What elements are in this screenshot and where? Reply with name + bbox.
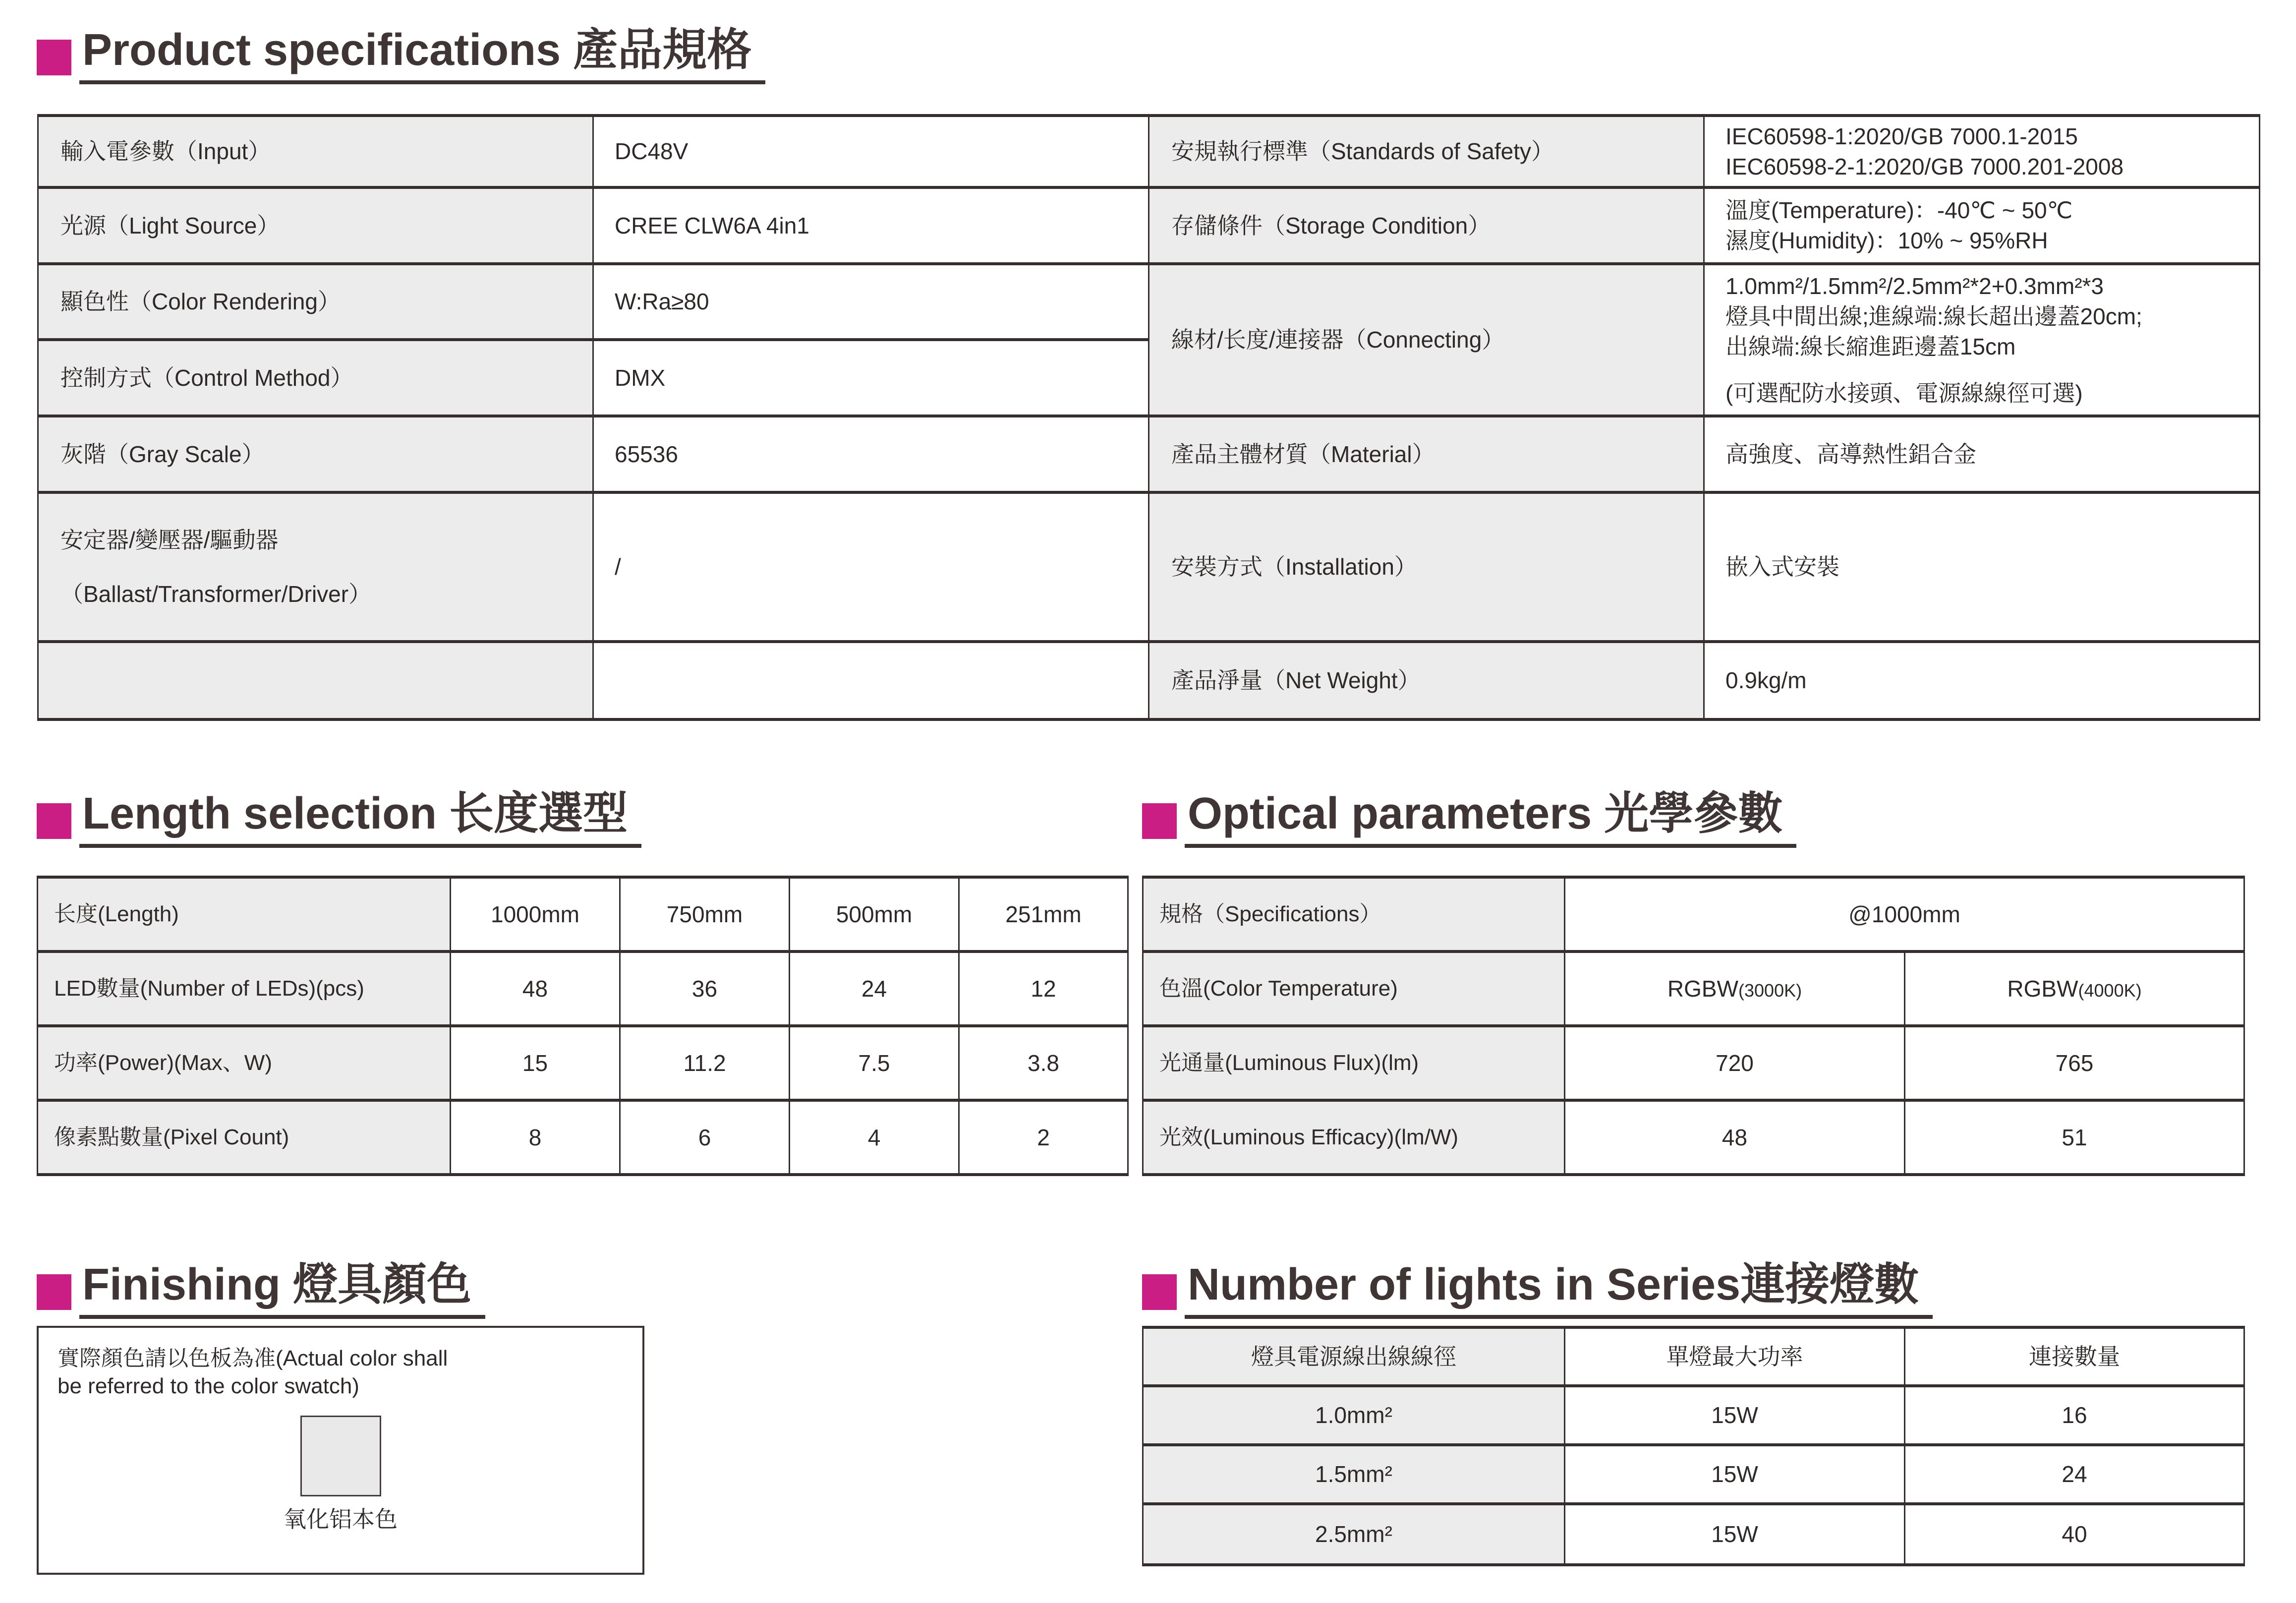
series-wire-size: 2.5mm²: [1143, 1504, 1565, 1565]
spec-label-color-rendering: 顯色性（Color Rendering）: [38, 264, 593, 340]
section-heading-finishing: [37, 1262, 485, 1319]
spec-value-control-method: DMX: [593, 340, 1149, 416]
value-line: 溫度(Temperature)：-40℃ ~ 50℃: [1725, 197, 2073, 224]
spec-label-material: 產品主體材質（Material）: [1149, 416, 1704, 492]
value-line: 出線端:線长縮進距邊蓋15cm: [1725, 333, 2016, 359]
color-swatch: [300, 1416, 381, 1496]
length-value: 1000mm: [451, 877, 620, 951]
spec-label-safety-standards: 安規執行標準（Standards of Safety）: [1149, 116, 1704, 187]
label-line: （Ballast/Transformer/Driver）: [60, 581, 372, 607]
pixel-count-value: 6: [620, 1100, 790, 1175]
color-temperature-row-label: 色溫(Color Temperature): [1143, 951, 1565, 1026]
led-count-value: 24: [790, 951, 959, 1026]
accent-square-icon: [1142, 1274, 1177, 1310]
series-max-power: 15W: [1565, 1445, 1905, 1504]
section-title-optical-parameters: Optical parameters 光學參數: [1185, 791, 1796, 848]
spec-value-input: DC48V: [593, 116, 1149, 187]
luminous-flux-value: 765: [1905, 1026, 2244, 1100]
table-row: [38, 187, 2260, 264]
luminous-efficacy-row-label: 光效(Luminous Efficacy)(lm/W): [1143, 1100, 1565, 1175]
value-note: (可選配防水接頭、電源線線徑可選): [1725, 380, 2083, 407]
spec-label-light-source: 光源（Light Source）: [38, 187, 593, 264]
luminous-efficacy-value: 48: [1565, 1100, 1905, 1175]
series-quantity: 16: [1905, 1386, 2244, 1445]
value-line: 濕度(Humidity)：10% ~ 95%RH: [1725, 228, 2048, 253]
spec-label-connecting: 線材/长度/連接器（Connecting）: [1149, 264, 1704, 416]
label-line: 安定器/變壓器/驅動器: [60, 527, 279, 553]
power-row-label: 功率(Power)(Max、W): [38, 1026, 451, 1100]
spec-value-net-weight: 0.9kg/m: [1704, 642, 2260, 719]
table-row: [1143, 1026, 2244, 1100]
power-value: 7.5: [790, 1026, 959, 1100]
led-count-row-label: LED數量(Number of LEDs)(pcs): [38, 951, 451, 1026]
section-heading-product-specs: [37, 25, 765, 84]
power-value: 11.2: [620, 1026, 790, 1100]
section-title-finishing: Finishing 燈具顏色: [79, 1262, 485, 1319]
spec-value-color-rendering: W:Ra≥80: [593, 264, 1149, 340]
value-line: 燈具中間出線;進線端:線长超出邊蓋20cm;: [1725, 303, 2142, 329]
table-row: [1143, 951, 2244, 1026]
section-title-length-selection: Length selection 长度選型: [79, 791, 641, 848]
optical-parameters-table: [1142, 876, 2245, 1176]
pixel-count-value: 4: [790, 1100, 959, 1175]
led-count-value: 36: [620, 951, 790, 1026]
spec-label-empty: [38, 642, 593, 719]
series-table: [1142, 1326, 2245, 1566]
series-quantity: 40: [1905, 1504, 2244, 1565]
finishing-box: [37, 1326, 644, 1575]
table-row: [38, 416, 2260, 492]
table-row: [1143, 1100, 2244, 1175]
color-temperature-value: [1565, 951, 1905, 1026]
spec-label-control-method: 控制方式（Control Method）: [38, 340, 593, 416]
led-count-value: 48: [451, 951, 620, 1026]
spec-value-light-source: CREE CLW6A 4in1: [593, 187, 1149, 264]
accent-square-icon: [1142, 803, 1177, 839]
series-header-quantity: 連接數量: [1905, 1327, 2244, 1386]
spec-label-net-weight: 產品淨量（Net Weight）: [1149, 642, 1704, 719]
section-heading-length-selection: [37, 791, 641, 848]
power-value: 3.8: [959, 1026, 1128, 1100]
color-temperature-value: [1905, 951, 2244, 1026]
spec-label-ballast: [38, 492, 593, 642]
product-specs-table: [37, 114, 2260, 721]
swatch-label: 氧化铝本色: [284, 1506, 398, 1532]
spec-value-gray-scale: 65536: [593, 416, 1149, 492]
power-value: 15: [451, 1026, 620, 1100]
optical-spec-value: @1000mm: [1565, 877, 2244, 951]
table-row: [38, 1026, 1128, 1100]
length-value: 750mm: [620, 877, 790, 951]
accent-square-icon: [37, 1274, 71, 1310]
pixel-count-value: 2: [959, 1100, 1128, 1175]
series-quantity: 24: [1905, 1445, 2244, 1504]
spec-value-empty: [593, 642, 1149, 719]
section-heading-optical-parameters: [1142, 791, 1796, 848]
series-header-wire-size: 燈具電源線出線線徑: [1143, 1327, 1565, 1386]
table-row: [1143, 1504, 2244, 1565]
spec-value-storage-condition: [1704, 187, 2260, 264]
pixel-count-value: 8: [451, 1100, 620, 1175]
spec-value-material: 高強度、高導熱性鋁合金: [1704, 416, 2260, 492]
pixel-count-row-label: 像素點數量(Pixel Count): [38, 1100, 451, 1175]
value-line: 1.0mm²/1.5mm²/2.5mm²*2+0.3mm²*3: [1725, 273, 2104, 299]
length-value: 500mm: [790, 877, 959, 951]
spec-value-ballast: /: [593, 492, 1149, 642]
luminous-flux-value: 720: [1565, 1026, 1905, 1100]
table-row: [38, 264, 2260, 340]
spec-value-installation: 嵌入式安裝: [1704, 492, 2260, 642]
table-row: [1143, 877, 2244, 951]
spec-value-connecting: [1704, 264, 2260, 416]
length-selection-table: [37, 876, 1129, 1176]
series-header-max-power: 單燈最大功率: [1565, 1327, 1905, 1386]
table-row: [38, 877, 1128, 951]
luminous-efficacy-value: 51: [1905, 1100, 2244, 1175]
series-max-power: 15W: [1565, 1504, 1905, 1565]
table-row: [1143, 1445, 2244, 1504]
series-max-power: 15W: [1565, 1386, 1905, 1445]
table-row: [1143, 1327, 2244, 1386]
accent-square-icon: [37, 40, 71, 75]
series-wire-size: 1.0mm²: [1143, 1386, 1565, 1445]
table-row: [1143, 1386, 2244, 1445]
note-line: be referred to the color swatch): [57, 1374, 359, 1399]
color-temp-kelvin: (3000K): [1738, 980, 1802, 1001]
section-title-series: Number of lights in Series連接燈數: [1185, 1262, 1933, 1319]
note-line: 實際顏色請以色板為准(Actual color shall: [57, 1346, 448, 1370]
color-temp-name: RGBW: [1667, 975, 1739, 1002]
value-line: IEC60598-1:2020/GB 7000.1-2015: [1725, 123, 2078, 149]
spec-label-input: 輸入電參數（Input）: [38, 116, 593, 187]
spec-label-gray-scale: 灰階（Gray Scale）: [38, 416, 593, 492]
length-value: 251mm: [959, 877, 1128, 951]
spec-label-installation: 安裝方式（Installation）: [1149, 492, 1704, 642]
table-row: [38, 951, 1128, 1026]
color-temp-kelvin: (4000K): [2078, 980, 2142, 1001]
value-line: IEC60598-2-1:2020/GB 7000.201-2008: [1725, 153, 2124, 179]
table-row: [38, 492, 2260, 642]
table-row: [38, 1100, 1128, 1175]
color-temp-name: RGBW: [2007, 975, 2078, 1002]
spec-value-safety-standards: [1704, 116, 2260, 187]
section-title-product-specs: Product specifications 產品規格: [79, 28, 765, 84]
series-wire-size: 1.5mm²: [1143, 1445, 1565, 1504]
section-heading-series: [1142, 1262, 1933, 1319]
table-row: [38, 642, 2260, 719]
accent-square-icon: [37, 803, 71, 839]
finishing-note: [57, 1345, 624, 1401]
optical-spec-label: 規格（Specifications）: [1143, 877, 1565, 951]
led-count-value: 12: [959, 951, 1128, 1026]
luminous-flux-row-label: 光通量(Luminous Flux)(lm): [1143, 1026, 1565, 1100]
spec-label-storage-condition: 存儲條件（Storage Condition）: [1149, 187, 1704, 264]
length-row-label: 长度(Length): [38, 877, 451, 951]
table-row: [38, 116, 2260, 187]
